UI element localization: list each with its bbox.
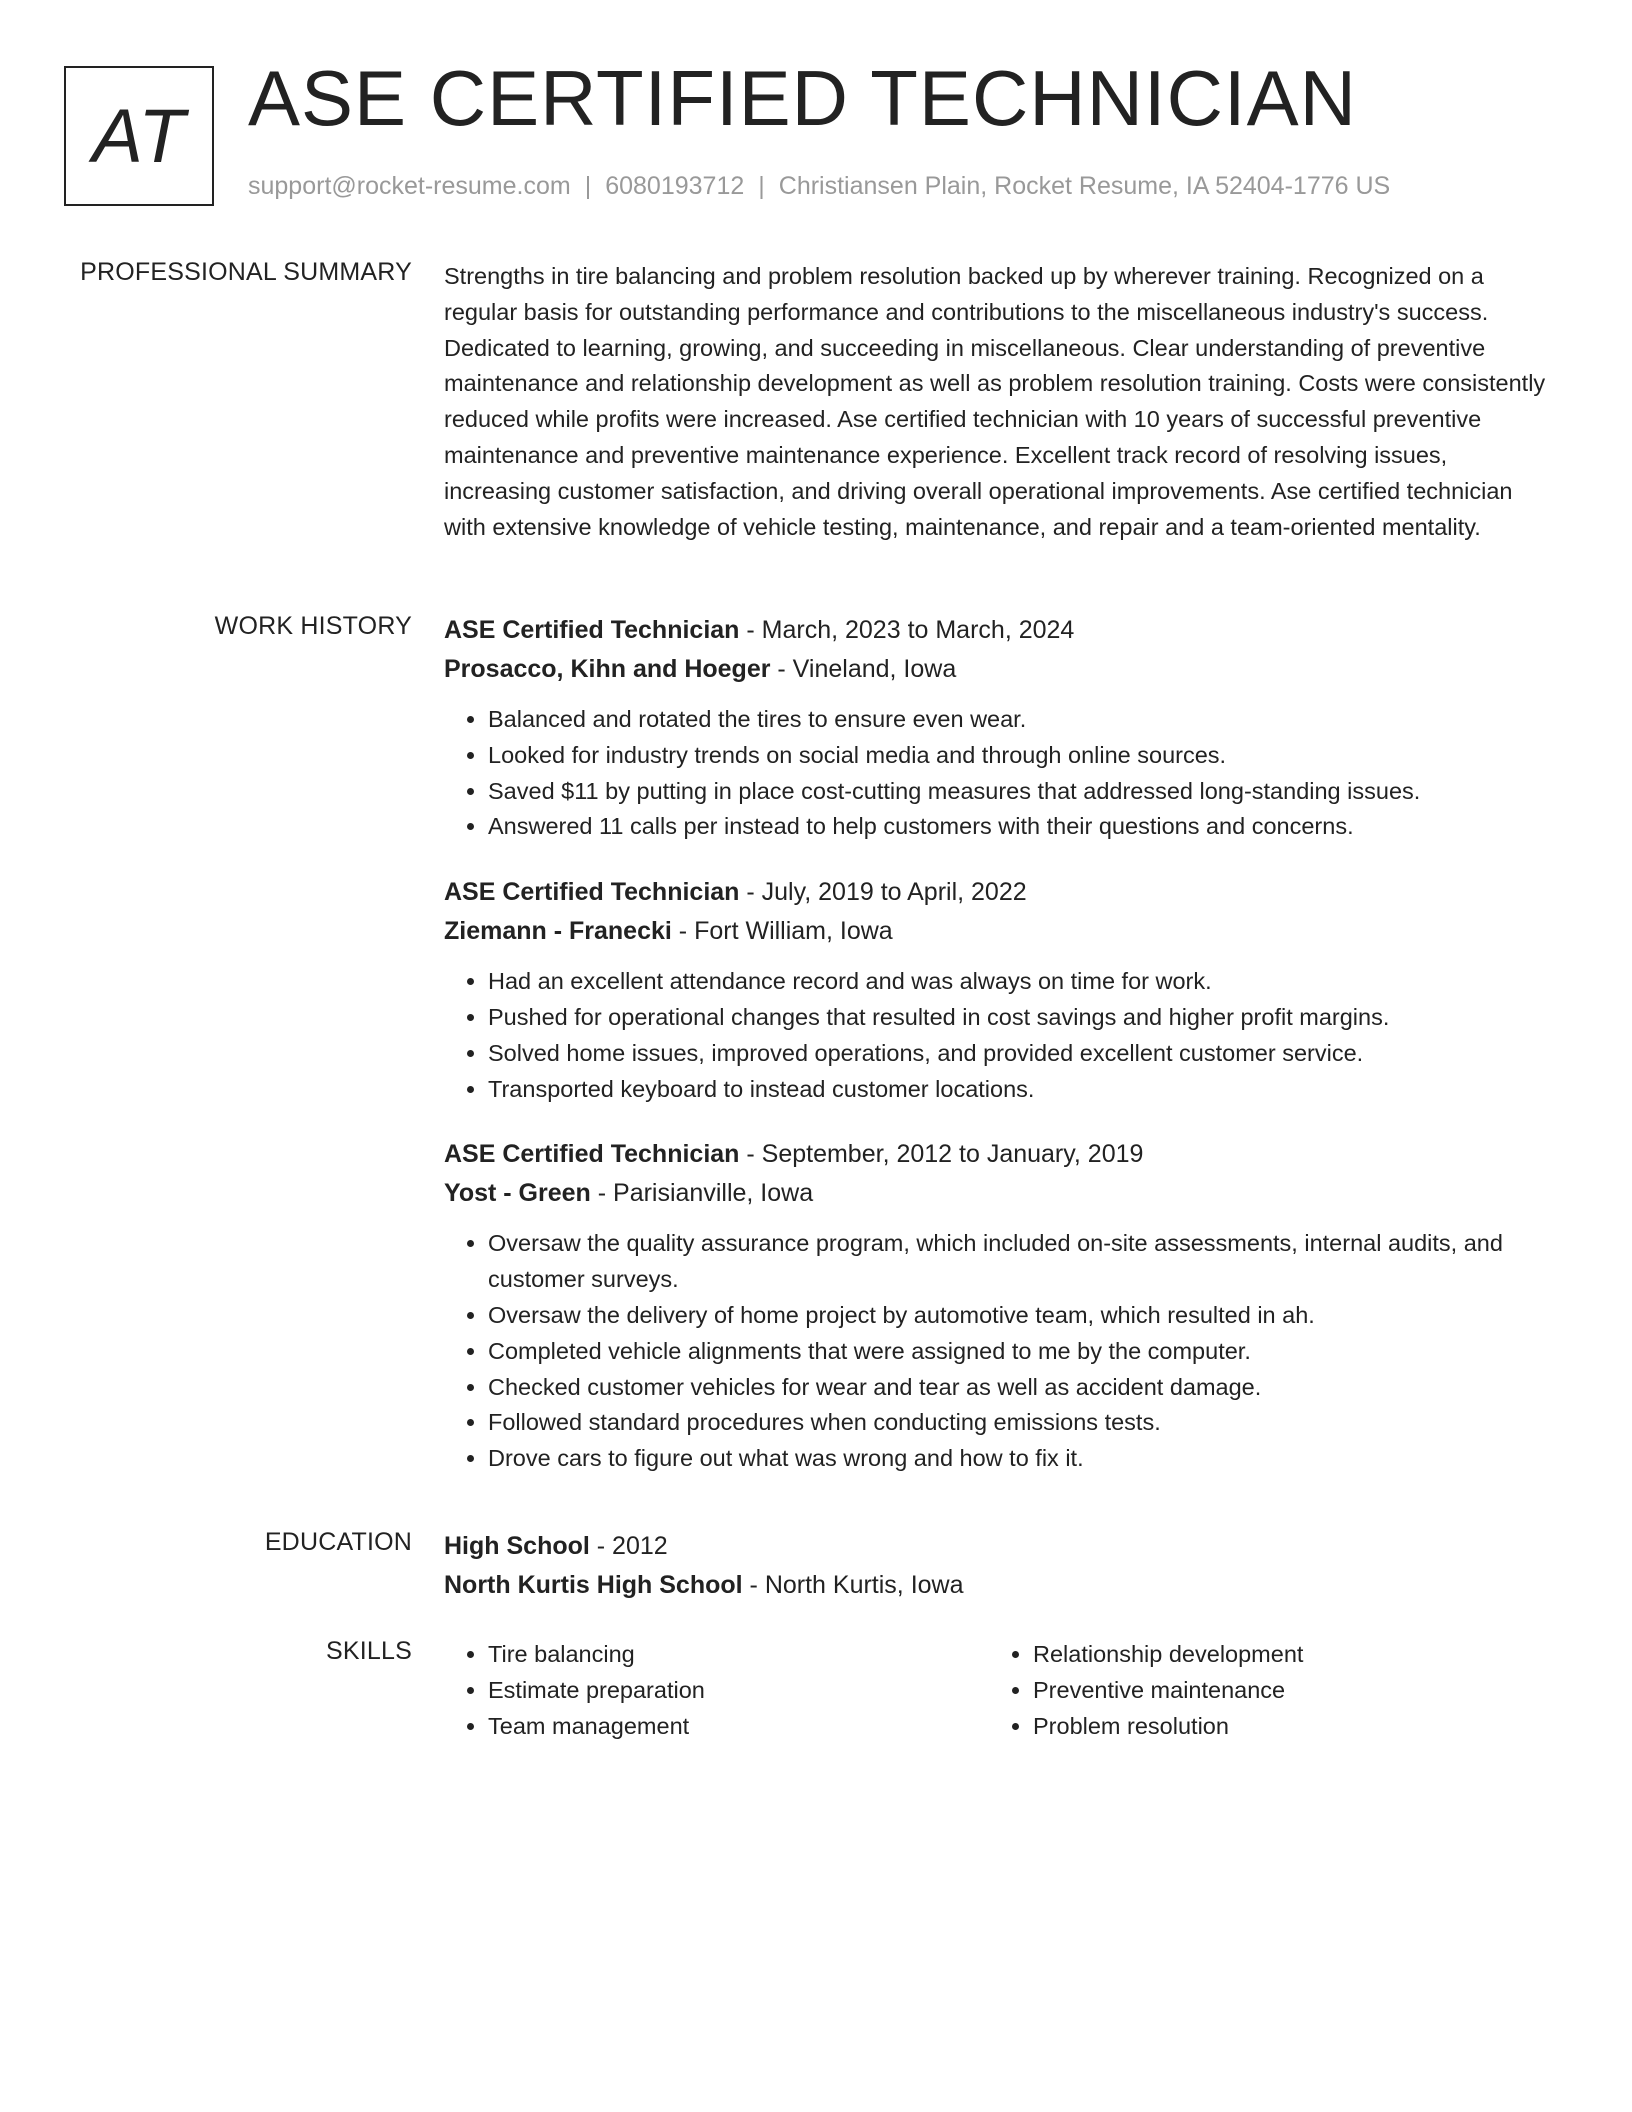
skill-item: • Team management [488,1709,989,1745]
work-history-heading: WORK HISTORY [214,612,412,640]
job-dates: - March, 2023 to March, 2024 [739,616,1075,644]
job-title-line [444,873,1556,912]
job-dates: - July, 2019 to April, 2022 [739,878,1027,907]
job-title: ASE Certified Technician [444,616,740,644]
job-dates: - September, 2012 to January, 2019 [739,1140,1144,1169]
job-bullet: • Drove cars to figure out what was wrong and how to fix it. [488,1441,1556,1477]
contact-email: support@rocket-resume.com [248,172,571,200]
skill-item: • Estimate preparation [488,1673,989,1709]
job-bullet: • Checked customer vehicles for wear and tear as well as accident damage. [488,1370,1556,1406]
skills-body [444,1637,1556,1744]
skills-column-right [989,1637,1534,1744]
education-heading: EDUCATION [264,1528,412,1556]
skill-item: • Relationship development [1033,1637,1534,1673]
job-title: ASE Certified Technician [444,878,740,907]
skills-column-left [444,1637,989,1744]
summary-text: Strengths in tire balancing and problem resolution backed up by wherever training. Recognized on a regular basis for outstanding performance and contributions to the miscellaneous industry's success. Dedicated to learning, growing, and succeeding in miscellaneous. Clear understanding of preventive maintenance and relationship development as well as problem resolution training. Costs were consistently reduced while profits were increased. Ase certified technician with 10 years of successful preventive maintenance and preventive maintenance experience. Excellent track record of resolving issues, increasing customer satisfaction, and driving overall operational improvements. Ase certified technician with extensive knowledge of vehicle testing, maintenance, and repair and a team-oriented mentality. [444,263,1546,540]
job-company: Prosacco, Kihn and Hoeger [444,655,771,683]
skill-item: • Preventive maintenance [1033,1673,1534,1709]
job-location: - Parisianville, Iowa [590,1179,814,1208]
job-entry [444,1135,1556,1477]
summary-heading: PROFESSIONAL SUMMARY [80,258,412,286]
job-bullet: • Looked for industry trends on social media and through online sources. [488,738,1556,774]
job-bullet: • Pushed for operational changes that resulted in cost savings and higher profit margins. [488,1000,1556,1036]
job-bullet: • Solved home issues, improved operations, and provided excellent customer service. [488,1036,1556,1072]
job-title: ASE Certified Technician [444,1140,740,1169]
job-entry [444,873,1556,1107]
job-company: Ziemann - Franecki [444,917,672,946]
education-degree-line [444,1527,1556,1566]
job-location: - Fort William, Iowa [671,917,893,946]
job-bullets [444,702,1556,845]
work-history-body [444,611,1556,1505]
contact-line [248,172,1390,201]
skill-item: • Tire balancing [488,1637,989,1673]
contact-address: Christiansen Plain, Rocket Resume, IA 52404-1776 US [778,172,1391,200]
job-bullets [444,964,1556,1107]
job-bullet: • Had an excellent attendance record and was always on time for work. [488,964,1556,1000]
education-location: - North Kurtis, Iowa [742,1571,964,1599]
job-title-line [444,1135,1556,1174]
job-bullet: • Answered 11 calls per instead to help customers with their questions and concerns. [488,809,1556,845]
contact-separator: | [758,172,765,200]
job-entry [444,611,1556,845]
job-bullets [444,1226,1556,1477]
candidate-name: ASE CERTIFIED TECHNICIAN [248,54,1357,142]
skills-heading: SKILLS [326,1637,412,1665]
job-bullet: • Oversaw the quality assurance program, which included on-site assessments, internal audits, and customer surveys. [488,1226,1556,1298]
job-company-line [444,912,1556,951]
job-bullet: • Completed vehicle alignments that were assigned to me by the computer. [488,1334,1556,1370]
job-company-line [444,1174,1556,1213]
job-location: - Vineland, Iowa [770,655,957,683]
job-bullet: • Saved $11 by putting in place cost-cutting measures that addressed long-standing issues. [488,774,1556,810]
education-school: North Kurtis High School [444,1571,743,1599]
skills-grid [444,1637,1556,1744]
job-company: Yost - Green [444,1179,591,1208]
education-body [444,1527,1556,1605]
job-bullet: • Balanced and rotated the tires to ensure even wear. [488,702,1556,738]
skill-item: • Problem resolution [1033,1709,1534,1745]
monogram-badge: AT [64,66,214,206]
contact-separator: | [584,172,592,200]
job-company-line [444,650,1556,689]
job-bullet: • Followed standard procedures when conducting emissions tests. [488,1405,1556,1441]
job-bullet: • Transported keyboard to instead customer locations. [488,1072,1556,1108]
job-bullet: • Oversaw the delivery of home project by automotive team, which resulted in ah. [488,1298,1556,1334]
job-title-line [444,611,1556,650]
summary-body [444,259,1556,545]
education-degree: High School [444,1532,590,1560]
education-year: - 2012 [589,1532,668,1560]
education-school-line [444,1566,1556,1605]
contact-phone: 6080193712 [605,172,745,200]
